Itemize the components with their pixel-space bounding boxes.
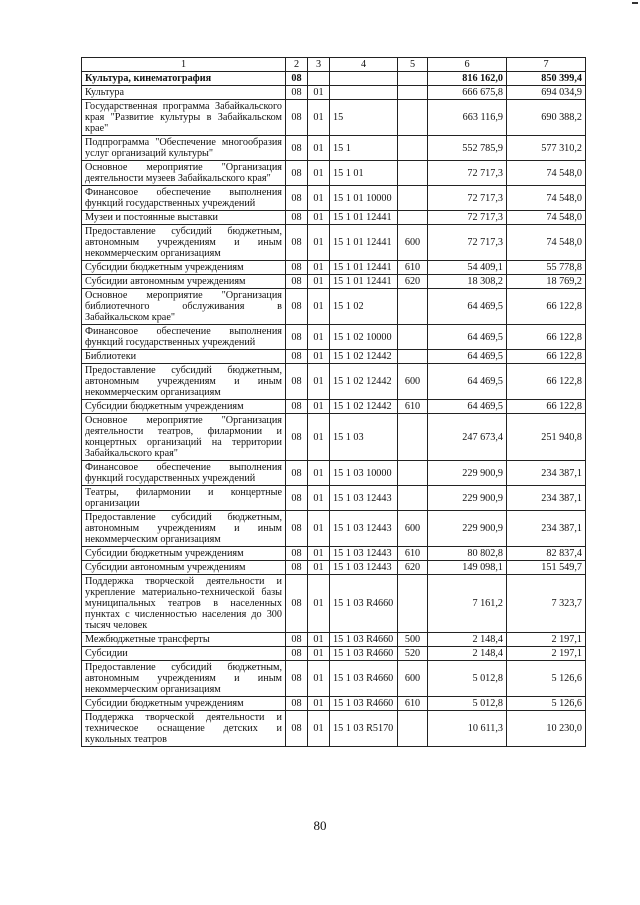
- row-name: Основное мероприятие "Организация деятельности музеев Забайкальского края": [82, 161, 286, 186]
- cell-vr: [398, 575, 428, 633]
- cell-year2: 66 122,8: [507, 289, 586, 325]
- cell-year2: 74 548,0: [507, 186, 586, 211]
- table-row: [82, 225, 586, 261]
- cell-vr: [398, 100, 428, 136]
- row-name: Финансовое обеспечение выполнения функций государственных учреждений: [82, 186, 286, 211]
- cell-vr: [398, 414, 428, 461]
- table-row: [82, 86, 586, 100]
- cell-rz: 01: [308, 289, 330, 325]
- cell-rz: 01: [308, 697, 330, 711]
- table-row: [82, 561, 586, 575]
- table-row: [82, 400, 586, 414]
- cell-vr: [398, 186, 428, 211]
- cell-gr: 08: [286, 186, 308, 211]
- header-row: [82, 58, 586, 72]
- row-name: Субсидии бюджетным учреждениям: [82, 697, 286, 711]
- cell-gr: 08: [286, 511, 308, 547]
- row-name: Субсидии бюджетным учреждениям: [82, 261, 286, 275]
- cell-csr: 15 1 01 12441: [330, 261, 398, 275]
- cell-gr: 08: [286, 325, 308, 350]
- cell-csr: 15 1 03 12443: [330, 561, 398, 575]
- row-name: Подпрограмма "Обеспечение многообразия услуг организаций культуры": [82, 136, 286, 161]
- cell-year2: 10 230,0: [507, 711, 586, 747]
- cell-year2: 577 310,2: [507, 136, 586, 161]
- cell-year1: 666 675,8: [428, 86, 507, 100]
- cell-year2: 2 197,1: [507, 647, 586, 661]
- table-row: [82, 414, 586, 461]
- cell-year2: 82 837,4: [507, 547, 586, 561]
- cell-year2: 66 122,8: [507, 350, 586, 364]
- table-row: [82, 697, 586, 711]
- cell-gr: 08: [286, 100, 308, 136]
- cell-csr: 15 1 02 12442: [330, 364, 398, 400]
- cell-csr: 15 1 01 10000: [330, 186, 398, 211]
- cell-year2: 74 548,0: [507, 161, 586, 186]
- row-name: Поддержка творческой деятельности и техническое оснащение детских и кукольных театров: [82, 711, 286, 747]
- table-row: [82, 161, 586, 186]
- header-cell: 1: [82, 58, 286, 72]
- cell-gr: 08: [286, 461, 308, 486]
- cell-rz: 01: [308, 414, 330, 461]
- cell-gr: 08: [286, 161, 308, 186]
- cell-year1: 2 148,4: [428, 647, 507, 661]
- cell-year2: 5 126,6: [507, 697, 586, 711]
- cell-gr: 08: [286, 547, 308, 561]
- row-name: Поддержка творческой деятельности и укрепление материально-технической базы муниципальных театров в населенных пунктах с численностью населения до 300 тысяч человек: [82, 575, 286, 633]
- cell-csr: 15 1 01 12441: [330, 211, 398, 225]
- cell-gr: 08: [286, 697, 308, 711]
- cell-year2: 18 769,2: [507, 275, 586, 289]
- cell-rz: 01: [308, 486, 330, 511]
- cell-rz: 01: [308, 661, 330, 697]
- cell-year2: 151 549,7: [507, 561, 586, 575]
- table-row: [82, 647, 586, 661]
- cell-vr: 600: [398, 364, 428, 400]
- cell-year1: 64 469,5: [428, 364, 507, 400]
- cell-csr: 15 1 03 12443: [330, 547, 398, 561]
- header-cell: 3: [308, 58, 330, 72]
- row-name: Культура, кинематография: [82, 72, 286, 86]
- cell-rz: 01: [308, 461, 330, 486]
- table-row: [82, 486, 586, 511]
- cell-year1: 247 673,4: [428, 414, 507, 461]
- row-name: Субсидии автономным учреждениям: [82, 561, 286, 575]
- row-name: Финансовое обеспечение выполнения функций государственных учреждений: [82, 461, 286, 486]
- row-name: Субсидии: [82, 647, 286, 661]
- cell-rz: 01: [308, 511, 330, 547]
- cell-csr: 15 1 02 10000: [330, 325, 398, 350]
- cell-year2: 55 778,8: [507, 261, 586, 275]
- row-name: Финансовое обеспечение выполнения функций государственных учреждений: [82, 325, 286, 350]
- cell-vr: [398, 161, 428, 186]
- cell-vr: 610: [398, 400, 428, 414]
- cell-csr: 15 1 02: [330, 289, 398, 325]
- cell-csr: 15 1 03 R4660: [330, 633, 398, 647]
- table-row: [82, 711, 586, 747]
- cell-rz: 01: [308, 136, 330, 161]
- cell-csr: 15 1 03 12443: [330, 486, 398, 511]
- table-row: [82, 547, 586, 561]
- table-row: [82, 261, 586, 275]
- cell-gr: 08: [286, 661, 308, 697]
- cell-csr: 15 1 03 R4660: [330, 647, 398, 661]
- cell-gr: 08: [286, 225, 308, 261]
- cell-vr: 610: [398, 547, 428, 561]
- cell-csr: 15 1 02 12442: [330, 400, 398, 414]
- cell-year1: 54 409,1: [428, 261, 507, 275]
- cell-vr: 520: [398, 647, 428, 661]
- cell-rz: 01: [308, 575, 330, 633]
- cell-vr: [398, 86, 428, 100]
- cell-year2: 5 126,6: [507, 661, 586, 697]
- row-name: Субсидии бюджетным учреждениям: [82, 400, 286, 414]
- cell-csr: 15: [330, 100, 398, 136]
- cell-csr: 15 1 03 R4660: [330, 661, 398, 697]
- table-row: [82, 325, 586, 350]
- cell-vr: [398, 72, 428, 86]
- cell-gr: 08: [286, 364, 308, 400]
- cell-vr: [398, 325, 428, 350]
- table-row: [82, 350, 586, 364]
- row-name: Предоставление субсидий бюджетным, автономным учреждениям и иным некоммерческим организациям: [82, 225, 286, 261]
- cell-gr: 08: [286, 414, 308, 461]
- row-name: Библиотеки: [82, 350, 286, 364]
- cell-rz: [308, 72, 330, 86]
- cell-year2: 74 548,0: [507, 225, 586, 261]
- row-name: Межбюджетные трансферты: [82, 633, 286, 647]
- table-row: [82, 575, 586, 633]
- cell-rz: 01: [308, 186, 330, 211]
- cell-year1: 10 611,3: [428, 711, 507, 747]
- cell-rz: 01: [308, 275, 330, 289]
- cell-year1: 2 148,4: [428, 633, 507, 647]
- cell-vr: 600: [398, 511, 428, 547]
- header-cell: 4: [330, 58, 398, 72]
- cell-rz: 01: [308, 364, 330, 400]
- cell-csr: 15 1: [330, 136, 398, 161]
- cell-csr: 15 1 03: [330, 414, 398, 461]
- cell-year2: 234 387,1: [507, 511, 586, 547]
- cell-vr: 500: [398, 633, 428, 647]
- cell-rz: 01: [308, 350, 330, 364]
- cell-year1: 229 900,9: [428, 486, 507, 511]
- cell-year1: 64 469,5: [428, 350, 507, 364]
- cell-year1: 64 469,5: [428, 325, 507, 350]
- cell-year1: 816 162,0: [428, 72, 507, 86]
- cell-rz: 01: [308, 647, 330, 661]
- cell-year1: 7 161,2: [428, 575, 507, 633]
- budget-table: [81, 57, 586, 747]
- cell-vr: 610: [398, 261, 428, 275]
- cell-year2: 850 399,4: [507, 72, 586, 86]
- table-row: [82, 364, 586, 400]
- corner-mark: [632, 2, 638, 4]
- cell-year1: 149 098,1: [428, 561, 507, 575]
- row-name: Предоставление субсидий бюджетным, автономным учреждениям и иным некоммерческим организациям: [82, 364, 286, 400]
- cell-gr: 08: [286, 400, 308, 414]
- cell-gr: 08: [286, 289, 308, 325]
- header-cell: 7: [507, 58, 586, 72]
- cell-gr: 08: [286, 647, 308, 661]
- cell-csr: 15 1 03 R5170: [330, 711, 398, 747]
- cell-year2: 66 122,8: [507, 400, 586, 414]
- cell-vr: 620: [398, 275, 428, 289]
- header-cell: 5: [398, 58, 428, 72]
- cell-vr: 620: [398, 561, 428, 575]
- cell-csr: 15 1 03 12443: [330, 511, 398, 547]
- cell-csr: 15 1 03 10000: [330, 461, 398, 486]
- cell-csr: 15 1 01 12441: [330, 225, 398, 261]
- cell-year1: 18 308,2: [428, 275, 507, 289]
- cell-year1: 72 717,3: [428, 211, 507, 225]
- cell-rz: 01: [308, 261, 330, 275]
- cell-vr: [398, 461, 428, 486]
- row-name: Основное мероприятие "Организация деятельности театров, филармонии и концертных организаций на территории Забайкальского края": [82, 414, 286, 461]
- row-name: Культура: [82, 86, 286, 100]
- cell-rz: 01: [308, 633, 330, 647]
- header-cell: 2: [286, 58, 308, 72]
- cell-gr: 08: [286, 261, 308, 275]
- cell-gr: 08: [286, 711, 308, 747]
- cell-rz: 01: [308, 561, 330, 575]
- cell-year1: 552 785,9: [428, 136, 507, 161]
- cell-year1: 80 802,8: [428, 547, 507, 561]
- cell-csr: [330, 72, 398, 86]
- table-row: [82, 100, 586, 136]
- cell-year1: 64 469,5: [428, 289, 507, 325]
- row-name: Основное мероприятие "Организация библиотечного обслуживания в Забайкальском крае": [82, 289, 286, 325]
- cell-rz: 01: [308, 86, 330, 100]
- cell-rz: 01: [308, 547, 330, 561]
- cell-year1: 663 116,9: [428, 100, 507, 136]
- cell-year1: 5 012,8: [428, 697, 507, 711]
- table-row: [82, 211, 586, 225]
- cell-rz: 01: [308, 211, 330, 225]
- cell-year2: 694 034,9: [507, 86, 586, 100]
- cell-rz: 01: [308, 400, 330, 414]
- cell-year1: 229 900,9: [428, 461, 507, 486]
- cell-year2: 234 387,1: [507, 461, 586, 486]
- cell-year2: 690 388,2: [507, 100, 586, 136]
- cell-vr: [398, 350, 428, 364]
- cell-gr: 08: [286, 575, 308, 633]
- cell-rz: 01: [308, 161, 330, 186]
- cell-gr: 08: [286, 275, 308, 289]
- header-cell: 6: [428, 58, 507, 72]
- table-row: [82, 72, 586, 86]
- cell-vr: [398, 211, 428, 225]
- cell-csr: 15 1 02 12442: [330, 350, 398, 364]
- table-row: [82, 275, 586, 289]
- cell-vr: [398, 486, 428, 511]
- row-name: Государственная программа Забайкальского края "Развитие культуры в Забайкальском крае": [82, 100, 286, 136]
- cell-year1: 5 012,8: [428, 661, 507, 697]
- table-row: [82, 136, 586, 161]
- table-row: [82, 633, 586, 647]
- cell-csr: [330, 86, 398, 100]
- table-row: [82, 661, 586, 697]
- cell-rz: 01: [308, 225, 330, 261]
- cell-vr: [398, 711, 428, 747]
- row-name: Музеи и постоянные выставки: [82, 211, 286, 225]
- cell-year1: 72 717,3: [428, 186, 507, 211]
- cell-gr: 08: [286, 486, 308, 511]
- row-name: Предоставление субсидий бюджетным, автономным учреждениям и иным некоммерческим организациям: [82, 511, 286, 547]
- cell-gr: 08: [286, 561, 308, 575]
- cell-csr: 15 1 03 R4660: [330, 575, 398, 633]
- cell-year2: 66 122,8: [507, 325, 586, 350]
- cell-rz: 01: [308, 100, 330, 136]
- cell-gr: 08: [286, 350, 308, 364]
- cell-year2: 251 940,8: [507, 414, 586, 461]
- cell-year2: 66 122,8: [507, 364, 586, 400]
- cell-rz: 01: [308, 325, 330, 350]
- row-name: Субсидии бюджетным учреждениям: [82, 547, 286, 561]
- cell-year1: 64 469,5: [428, 400, 507, 414]
- cell-csr: 15 1 01: [330, 161, 398, 186]
- cell-vr: 600: [398, 225, 428, 261]
- cell-csr: 15 1 03 R4660: [330, 697, 398, 711]
- cell-vr: 610: [398, 697, 428, 711]
- cell-gr: 08: [286, 211, 308, 225]
- cell-year2: 74 548,0: [507, 211, 586, 225]
- cell-year2: 2 197,1: [507, 633, 586, 647]
- row-name: Субсидии автономным учреждениям: [82, 275, 286, 289]
- cell-gr: 08: [286, 136, 308, 161]
- table-row: [82, 289, 586, 325]
- cell-csr: 15 1 01 12441: [330, 275, 398, 289]
- cell-year2: 7 323,7: [507, 575, 586, 633]
- cell-rz: 01: [308, 711, 330, 747]
- cell-gr: 08: [286, 633, 308, 647]
- cell-gr: 08: [286, 86, 308, 100]
- cell-vr: [398, 136, 428, 161]
- table-row: [82, 461, 586, 486]
- table-row: [82, 186, 586, 211]
- cell-vr: [398, 289, 428, 325]
- row-name: Предоставление субсидий бюджетным, автономным учреждениям и иным некоммерческим организациям: [82, 661, 286, 697]
- table-row: [82, 511, 586, 547]
- page-number: 80: [313, 818, 327, 833]
- row-name: Театры, филармонии и концертные организации: [82, 486, 286, 511]
- cell-year2: 234 387,1: [507, 486, 586, 511]
- cell-year1: 72 717,3: [428, 161, 507, 186]
- cell-vr: 600: [398, 661, 428, 697]
- cell-year1: 72 717,3: [428, 225, 507, 261]
- cell-year1: 229 900,9: [428, 511, 507, 547]
- cell-gr: 08: [286, 72, 308, 86]
